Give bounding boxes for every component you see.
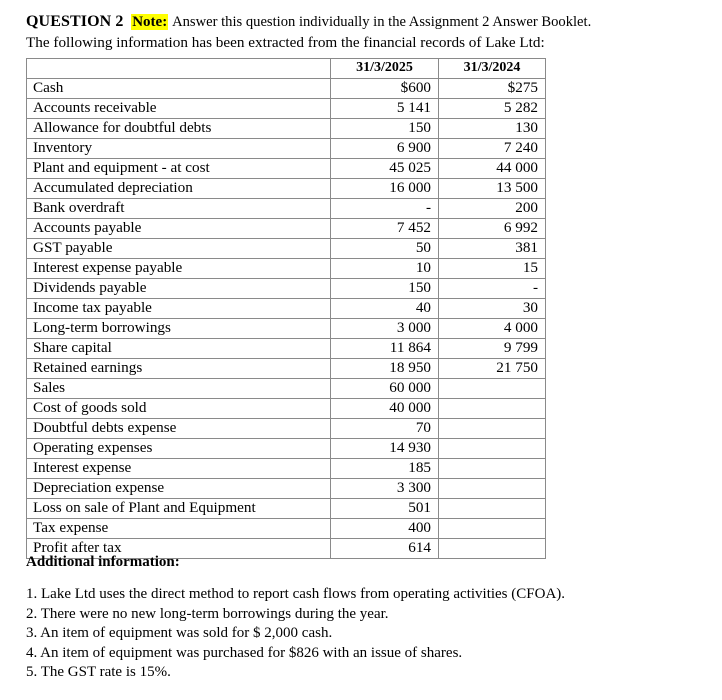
row-value-2024-cell: 21 750 [439,359,546,379]
table-header-row [27,59,546,79]
row-value-2025-cell: 10 [331,259,439,279]
row-value-2024-cell: 9 799 [439,339,546,359]
row-value-2024-cell [439,539,546,559]
column-header-2025: 31/3/2025 [331,59,439,79]
intro-block [26,12,702,53]
table-row [27,519,546,539]
row-label-cell: Bank overdraft [27,199,331,219]
row-value-2024-cell: 200 [439,199,546,219]
row-value-2024-cell: 5 282 [439,99,546,119]
row-value-2025-cell: 3 300 [331,479,439,499]
row-value-2025-cell: 14 930 [331,439,439,459]
column-header-2024: 31/3/2024 [439,59,546,79]
table-row [27,459,546,479]
table-row [27,239,546,259]
row-value-2024-cell: 15 [439,259,546,279]
row-value-2025-cell: 70 [331,419,439,439]
row-value-2025-cell: 40 [331,299,439,319]
row-value-2025-cell: 50 [331,239,439,259]
row-label-cell: Loss on sale of Plant and Equipment [27,499,331,519]
row-value-2024-cell [439,519,546,539]
row-value-2024-cell: 130 [439,119,546,139]
table-row [27,479,546,499]
question-heading-line [26,12,702,32]
row-label-cell: Interest expense payable [27,259,331,279]
row-label-cell: Income tax payable [27,299,331,319]
table-row [27,179,546,199]
row-label-cell: Accounts payable [27,219,331,239]
table-row [27,499,546,519]
table-row [27,339,546,359]
table-row [27,139,546,159]
row-value-2025-cell: 501 [331,499,439,519]
row-value-2025-cell: 185 [331,459,439,479]
row-value-2025-cell: 18 950 [331,359,439,379]
row-label-cell: Share capital [27,339,331,359]
table-row [27,299,546,319]
note-highlight-label: Note: [132,14,168,30]
row-value-2025-cell: 150 [331,119,439,139]
row-label-cell: Depreciation expense [27,479,331,499]
row-value-2024-cell [439,399,546,419]
row-label-cell: Cost of goods sold [27,399,331,419]
table-row [27,259,546,279]
row-value-2025-cell: 45 025 [331,159,439,179]
row-value-2024-cell: 13 500 [439,179,546,199]
row-label-cell: Profit after tax [27,539,331,559]
table-row [27,419,546,439]
row-value-2025-cell: $600 [331,79,439,99]
row-label-cell: Dividends payable [27,279,331,299]
row-label-cell: Retained earnings [27,359,331,379]
row-value-2025-cell: 614 [331,539,439,559]
row-value-2024-cell [439,439,546,459]
row-value-2025-cell: 3 000 [331,319,439,339]
table-row [27,379,546,399]
row-value-2025-cell: 400 [331,519,439,539]
row-value-2024-cell [439,499,546,519]
table-row [27,79,546,99]
row-label-cell: GST payable [27,239,331,259]
row-label-cell: Allowance for doubtful debts [27,119,331,139]
table-row [27,399,546,419]
additional-information-item: 4. An item of equipment was purchased for $826 with an issue of shares. [26,644,463,661]
table-row [27,359,546,379]
row-label-cell: Accounts receivable [27,99,331,119]
financial-records-table [26,58,546,559]
table-body [27,79,546,559]
additional-information-item: 3. An item of equipment was sold for $ 2,000 cash. [26,625,333,641]
row-value-2025-cell: 11 864 [331,339,439,359]
additional-information-heading: Additional information: [26,554,180,570]
table-row [27,159,546,179]
additional-information-list [26,585,702,683]
row-value-2025-cell: - [331,199,439,219]
table-row [27,319,546,339]
row-label-cell: Accumulated depreciation [27,179,331,199]
table-row [27,279,546,299]
row-value-2024-cell [439,479,546,499]
row-value-2025-cell: 16 000 [331,179,439,199]
table-row [27,99,546,119]
row-value-2024-cell: $275 [439,79,546,99]
row-label-cell: Tax expense [27,519,331,539]
row-label-cell: Long-term borrowings [27,319,331,339]
table-row [27,119,546,139]
row-value-2024-cell: 7 240 [439,139,546,159]
row-label-cell: Inventory [27,139,331,159]
table-row [27,219,546,239]
row-value-2024-cell: 381 [439,239,546,259]
row-value-2025-cell: 5 141 [331,99,439,119]
row-value-2024-cell: 6 992 [439,219,546,239]
table-row [27,199,546,219]
row-value-2024-cell: 44 000 [439,159,546,179]
additional-information-item: 2. There were no new long-term borrowings during the year. [26,605,389,622]
intro-sentence: The following information has been extracted from the financial records of Lake Ltd: [26,34,545,51]
note-instruction-text: Answer this question individually in the Assignment 2 Answer Booklet. [172,14,592,30]
row-label-cell: Interest expense [27,459,331,479]
row-label-cell: Plant and equipment - at cost [27,159,331,179]
row-value-2024-cell [439,419,546,439]
row-value-2024-cell [439,459,546,479]
row-value-2025-cell: 150 [331,279,439,299]
question-number: QUESTION 2 [26,13,124,30]
row-value-2025-cell: 40 000 [331,399,439,419]
row-label-cell: Operating expenses [27,439,331,459]
table-row [27,439,546,459]
row-value-2025-cell: 6 900 [331,139,439,159]
row-label-cell: Cash [27,79,331,99]
row-label-cell: Sales [27,379,331,399]
row-label-cell: Doubtful debts expense [27,419,331,439]
row-value-2024-cell: 4 000 [439,319,546,339]
row-value-2025-cell: 7 452 [331,219,439,239]
column-header-item [27,59,331,79]
row-value-2024-cell: 30 [439,299,546,319]
additional-information-item: 1. Lake Ltd uses the direct method to report cash flows from operating activities (CFOA). [26,586,566,602]
row-value-2025-cell: 60 000 [331,379,439,399]
row-value-2024-cell [439,379,546,399]
row-value-2024-cell: - [439,279,546,299]
additional-information-item: 5. The GST rate is 15%. [26,664,171,680]
